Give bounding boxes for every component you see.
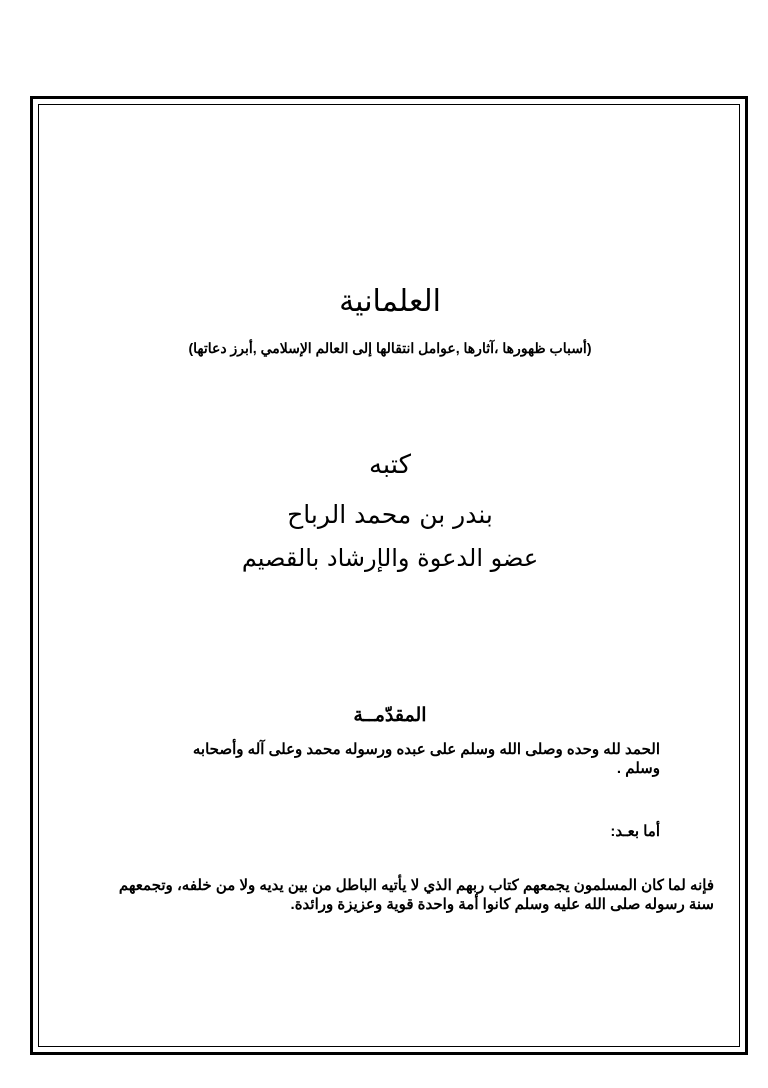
document-title: العلمانية [339, 284, 441, 319]
author-role: عضو الدعوة والإرشاد بالقصيم [241, 544, 539, 572]
author-label: كتبه [368, 450, 411, 480]
document-content [60, 104, 720, 1024]
intro-paragraph: الحمد لله وحده وصلى الله وسلم على عبده ورسوله محمد وعلى آله وأصحابه وسلم . [192, 741, 660, 777]
intro-paragraph: أما بعـد: [610, 823, 660, 840]
intro-heading: المقدّمــة [353, 705, 427, 726]
intro-paragraph: فإنه لما كان المسلمون يجمعهم كتاب ربهم الذي لا يأتيه الباطل من بين يديه ولا من خلفه، وتجمعهم سنة رسوله صلى الله عليه وسلم كانوا أمة واحدة قوية وعزيزة ورائدة. [118, 877, 714, 913]
document-subtitle: (أسباب ظهورها ،آثارها ,عوامل انتقالها إلى العالم الإسلامي ,أبرز دعاتها) [188, 340, 592, 356]
author-name: بندر بن محمد الرباح [287, 500, 493, 529]
